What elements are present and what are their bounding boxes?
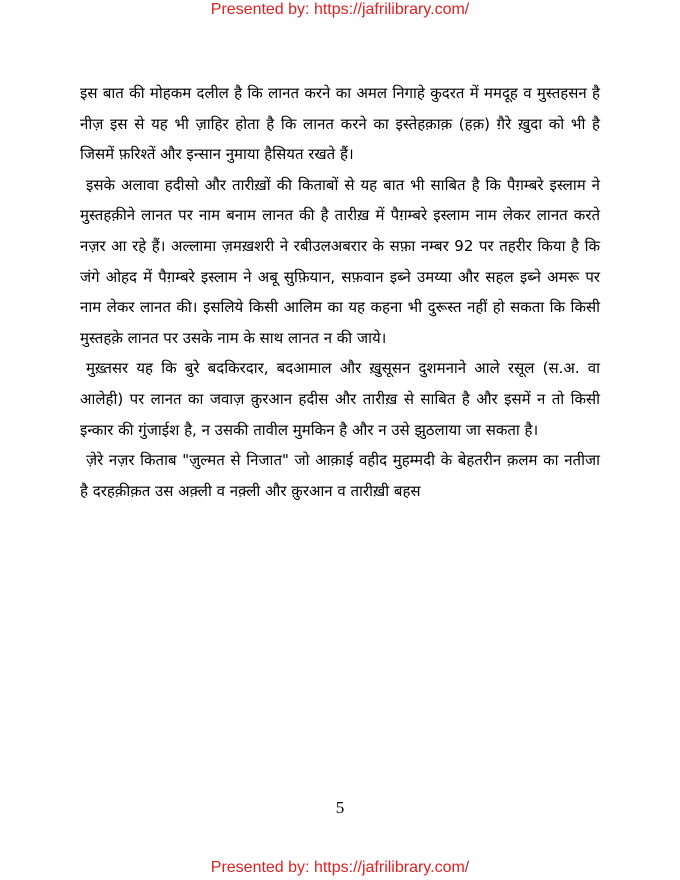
watermark-top[interactable]: Presented by: https://jafrilibrary.com/	[210, 1, 470, 18]
paragraph-1: इस बात की मोहकम दलील है कि लानत करने का अमल निगाहे कुदरत में ममदूह व मुस्तहसन है नीज़ इस से यह भी ज़ाहिर होता है कि लानत करने का इस्तेहक़ाक़ (हक़) ग़ैरे ख़ुदा को भी है जिसमें फ़रिश्तें और इन्सान नुमाया हैसियत रखते हैं।	[80, 84, 600, 164]
paragraph-3: मुख़्तसर यह कि बुरे बदकिरदार, बदआमाल और ख़ुसूसन दुशमनाने आले रसूल (स.अ. वा आलेही) पर लानत का जवाज़ क़ुरआन हदीस और तारीख़ से साबित है और इसमें न तो किसी इन्कार की गुंजाईश है, न उसकी तावील मुमकिन है और न उसे झुठलाया जा सकता है।	[80, 359, 600, 439]
watermark-bottom[interactable]: Presented by: https://jafrilibrary.com/	[210, 859, 470, 876]
page-body	[80, 78, 600, 506]
paragraph-2: इसके अलावा हदीसो और तारीख़ों की किताबों से यह बात भी साबित है कि पैग़म्बरे इस्लाम ने मुस्तहक़ीने लानत पर नाम बनाम लानत की है तारीख़ में पैग़म्बरे इस्लाम नाम लेकर लानत करते नज़र आ रहे हैं। अल्लामा ज़मख़शरी ने रबीउलअबरार के सफ़ा नम्बर 92 पर तहरीर किया है कि जंगे ओहद में पैग़म्बरे इस्लाम ने अबू सुफ़ियान, सफ़वान इब्ने उमय्या और सहल इब्ने अमरू पर नाम लेकर लानत की। इसलिये किसी आलिम का यह कहना भी दुरूस्त नहीं हो सकता कि किसी मुस्तहक़े लानत पर उसके नाम के साथ लानत न की जाये।	[80, 175, 600, 347]
paragraph-4: ज़ेरे नज़र किताब "ज़ुल्मत से निजात" जो आक़ाई वहीद मुहम्मदी के बेहतरीन क़लम का नतीजा है दरहक़ीक़त उस अक़्ली व नक़्ली और क़ुरआन व तारीख़ी बहस	[80, 451, 600, 500]
page-number: 5	[335, 798, 345, 817]
